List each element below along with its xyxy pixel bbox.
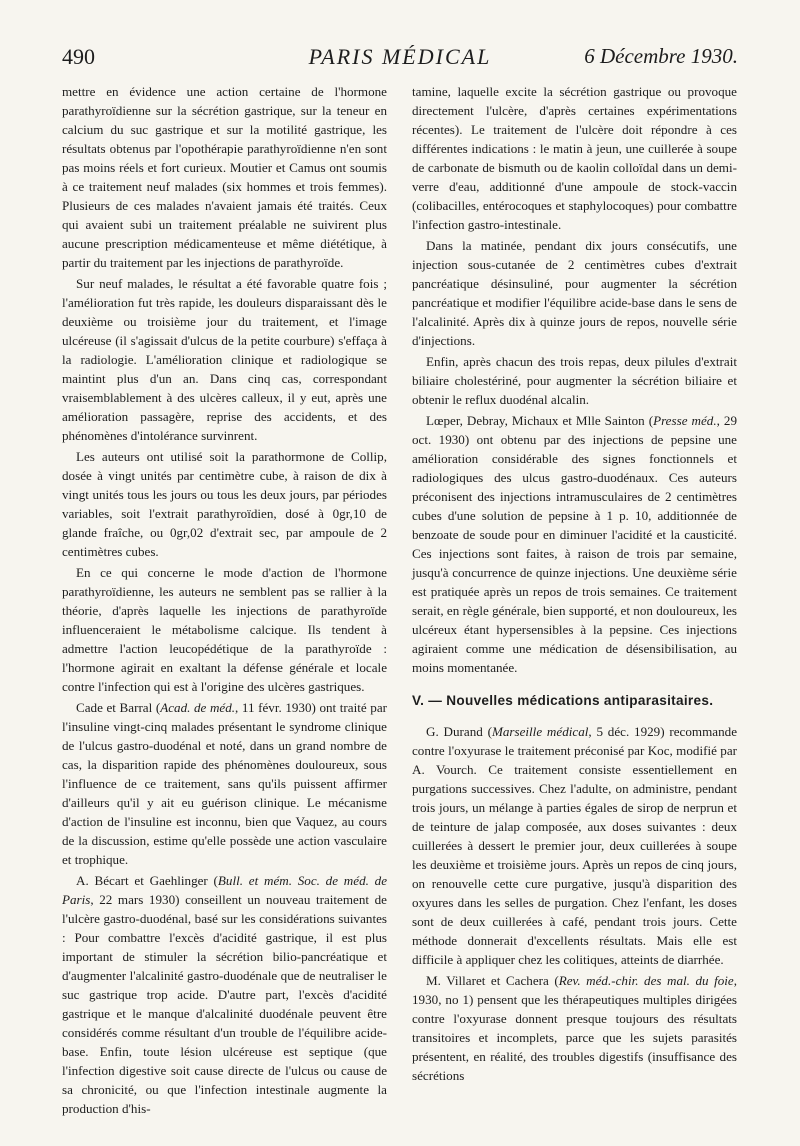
paragraph (62, 871, 387, 1118)
citation-authors: G. Durand ( (426, 724, 492, 739)
paragraph: mettre en évidence une action certaine de l'hormone parathyroïdienne sur la sécrétion gastrique, sur la teneur en calcium du suc gastrique et sur la motilité gastrique, les résultats obtenus par l'opothérapie parathyroïdienne n'en sont pas moins réels et fort curieux. Moutier et Camus ont soumis à ce traitement neuf malades (six hommes et trois femmes). Plusieurs de ces malades n'avaient jamais été traités. Ceux qui avaient subi un traitement préalable ne suivirent plus aucune prescription médicamenteuse et même diététique, à partir du traitement par les injections de parathyroïde. (62, 84, 387, 270)
left-column (62, 82, 387, 1118)
citation-source: Bull. et mém. Soc. de méd. de Paris (62, 873, 388, 907)
page-header (62, 44, 738, 74)
paragraph: Enfin, après chacun des trois repas, deux pilules d'extrait biliaire cholestériné, pour augmenter la sécrétion biliaire et obtenir le reflux duodénal alcalin. (412, 354, 737, 407)
paragraph-text: , 29 oct. 1930) ont obtenu par des injections de pepsine une amélioration considérable des signes fonctionnels et radiologiques des ulcus gastro-duodénaux. Ces auteurs préconisent des injections intramusculaires de 2 centimètres cubes d'une solution de pepsine à 1 p. 10, additionnée de benzoate de soude pour en diminuer l'acidité et la causticité. Ces injections sont faites, à raison de trois par semaine, jusqu'à concurrence de quinze injections. Une deuxième série est pratiquée après un repos de trois semaines. Ce traitement serait, en règle générale, bien supporté, et non douloureux, les ulcéreux étant hypersensibles à la pepsine. Ces injections agiraient comme une médication de désensibilisation, au moins momentanée. (412, 413, 737, 675)
paragraph-text: , 5 déc. 1929) recommande contre l'oxyurase le traitement préconisé par Koc, modifié par A. Vourch. Ce traitement consiste essentiellement en purgations successives. Chez l'adulte, on administre, pendant trois jours, un mélange à parties égales de sirop de nerprun et de teinture de jalap composée, aux doses suivantes : deux cuillerées à dessert le premier jour, deux cuillerées à soupe les deuxième et troisième jours. Après un repos de cinq jours, on renouvelle cette cure purgative, jusqu'à disparition des oxyures dans les selles de purgation. Chez l'enfant, les doses sont de deux cuillerées à café, pendant trois jours. Cette méthode donnerait d'excellents résultats. Mais elle est difficile à appliquer chez les colitiques, atteints de diarrhée. (412, 724, 738, 967)
paragraph (412, 411, 737, 677)
paragraph: Sur neuf malades, le résultat a été favorable quatre fois ; l'amélioration fut très rapide, les douleurs disparaissant dès le deuxième ou troisième jour du traitement, et l'image ulcéreuse (il s'agissait d'ulcus de la petite courbure) s'effaça à la radiologie. L'amélioration clinique et radiologique se maintint plus d'un an. Dans cinq cas, correspondant vraisemblablement à des ulcères calleux, il y eut, après une amélioration passagère, reprise des accidents, et des phénomènes d'intolérance survinrent. (62, 276, 387, 443)
citation-authors: M. Villaret et Cachera ( (426, 973, 559, 988)
paragraph: Dans la matinée, pendant dix jours consécutifs, une injection sous-cutanée de 2 centimètres cubes d'extrait pancréatique désinsuliné, pour augmenter la sécrétion pancréatique et modifier l'équilibre acide-base dans le sens de l'alcalinité. Après dix à quinze jours de repos, nouvelle série d'injections. (412, 238, 737, 348)
paragraph-text: , 22 mars 1930) conseillent un nouveau traitement de l'ulcère gastro-duodénal, basé sur les considérations suivantes : Pour combattre l'excès d'acidité gastrique, il est plus important de stimuler la sécrétion bilio-pancréatique et d'augmenter l'alcalinité gastro-duodénale que de neutraliser le suc gastrique trop acide. D'autre part, l'excès d'acidité gastrique et le manque d'alcalinité duodénale peuvent être considérés comme résultant d'un trouble de l'équilibre acide-base. Enfin, toute lésion ulcéreuse est septique (que l'infection digestive soit cause directe de l'ulcus ou cause de sa chronicité, ou que l'infection intestinale augmente la production d'his- (62, 892, 387, 1116)
citation-authors: A. Bécart et Gaehlinger ( (76, 873, 218, 888)
paragraph (62, 698, 387, 869)
citation-source: Acad. de méd. (160, 700, 236, 715)
citation-authors: Cade et Barral ( (76, 700, 161, 715)
paragraph: tamine, laquelle excite la sécrétion gastrique ou provoque directement l'ulcère, d'après certaines expérimentations récentes). Le traitement de l'ulcère doit répondre à ces différentes indications : le matin à jeun, une cuillerée à soupe de carbonate de bismuth ou de kaolin colloïdal dans un demi-verre d'eau, additionné d'une ampoule de stock-vaccin (colibacilles, entérocoques et staphylocoques) pour combattre l'infection gastro-intestinale. (412, 84, 737, 232)
citation-source: Rev. méd.-chir. des mal. du foie (558, 973, 734, 988)
paragraph (412, 722, 737, 969)
section-heading: V. — Nouvelles médications antiparasitaires. (412, 693, 714, 708)
page-number: 490 (62, 44, 95, 69)
paragraph: En ce qui concerne le mode d'action de l'hormone parathyroïdienne, les auteurs ne semblent pas se rallier à la théorie, d'après laquelle les injections de parathyroïde influenceraient le métabolisme calcique. Ils tendent à admettre l'action leucopédétique de la parathyroïde : l'hormone agirait en exaltant la défense générale et locale contre l'infection qui est à l'origine des ulcères gastriques. (62, 565, 387, 694)
citation-source: Presse méd. (653, 413, 717, 428)
paragraph: Les auteurs ont utilisé soit la parathormone de Collip, dosée à vingt unités par centimètre cube, à raison de dix à vingt unités tous les jours ou tous les deux jours, par périodes variables, soit l'extrait parathyroïdien, dosé à 0gr,10 de glande fraîche, ou 0gr,02 d'extrait sec, par ampoule de 2 centimètres cubes. (62, 449, 387, 559)
paragraph-text: , 1930, no 1) pensent que les thérapeutiques multiples dirigées contre l'oxyurase donnent presque toujours des résultats transitoires et incomplets, parce que les sujets parasités présentent, en réalité, des troubles digestifs (insuffisance des sécrétions (412, 973, 737, 1083)
journal-title: PARIS MÉDICAL (308, 44, 492, 69)
citation-source: Marseille médical (491, 724, 589, 739)
issue-date: 6 Décembre 1930. (584, 44, 738, 68)
paragraph (412, 971, 737, 1085)
right-column (412, 82, 737, 1085)
citation-authors: Lœper, Debray, Michaux et Mlle Sainton ( (426, 413, 654, 428)
paragraph-text: , 11 févr. 1930) ont traité par l'insuline vingt-cinq malades présentant le syndrome clinique de l'ulcus gastro-duodénal et noté, dans un grand nombre de cas, la disparition rapide des phénomènes douloureux, sous l'influence de ce traitement, sans qu'ils puissent affirmer d'ailleurs qu'il y ait eu guérison clinique. Le mécanisme d'action de l'insuline est inconnu, bien que Vaquez, au cours de la discussion, estime qu'elle possède une action vasculaire et trophique. (62, 700, 387, 867)
